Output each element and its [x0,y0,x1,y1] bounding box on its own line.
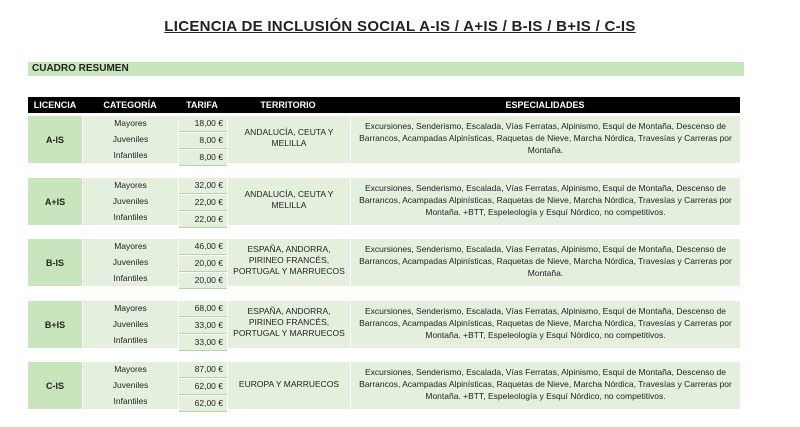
fee-cell: 32,00 € [179,178,227,194]
category-cell: Mayores [83,116,178,131]
category-cell: Juveniles [83,132,178,147]
fee-column [179,239,227,286]
specialties-cell: Excursiones, Senderismo, Escalada, Vías Ferratas, Alpinismo, Esquí de Montaña, Descenso de Barrancos, Acampadas Alpinísticas, Raquetas de Nieve, Marcha Nórdica, Travesías y Carreras por Montaña. [351,239,740,286]
fee-cell: 68,00 € [179,301,227,317]
fee-cell: 8,00 € [179,150,227,166]
license-code: A+IS [28,178,82,225]
specialties-cell: Excursiones, Senderismo, Escalada, Vías Ferratas, Alpinismo, Esquí de Montaña, Descenso de Barrancos, Acampadas Alpinísticas, Raquetas de Nieve, Marcha Nórdica, Travesías y Carreras por Montaña. +BTT, Espeleología y Esquí Nórdico, no competitivos. [351,362,740,409]
territory-cell [228,116,350,163]
specialties-cell: Excursiones, Senderismo, Escalada, Vías Ferratas, Alpinismo, Esquí de Montaña, Descenso de Barrancos, Acampadas Alpinísticas, Raquetas de Nieve, Marcha Nórdica, Travesías y Carreras por Montaña. +BTT, Espeleología y Esquí Nórdico, no competitivos. [351,301,740,348]
fee-cell: 33,00 € [179,335,227,351]
header-especialidades: ESPECIALIDADES [505,100,585,110]
fee-cell: 46,00 € [179,239,227,255]
fee-column [179,362,227,409]
category-cell: Mayores [83,362,178,377]
territory-line: EUROPA Y MARRUECOS [238,379,340,389]
category-cell: Infantiles [83,333,178,348]
specialties-cell: Excursiones, Senderismo, Escalada, Vías Ferratas, Alpinismo, Esquí de Montaña, Descenso de Barrancos, Acampadas Alpinísticas, Raquetas de Nieve, Marcha Nórdica, Travesías y Carreras por Montaña. [351,116,740,163]
fee-cell: 62,00 € [179,379,227,395]
territory-line: ANDALUCÍA, CEUTA Y [244,127,334,137]
category-cell: Infantiles [83,271,178,286]
territory-line: ESPAÑA, ANDORRA, [247,306,331,316]
category-cell: Juveniles [83,317,178,332]
category-column [83,362,178,409]
license-block [28,239,740,286]
category-column [83,239,178,286]
fee-cell: 20,00 € [179,273,227,289]
table-header [28,97,740,113]
territory-cell [228,301,350,348]
fee-cell: 33,00 € [179,318,227,334]
license-block [28,362,740,409]
specialties-cell: Excursiones, Senderismo, Escalada, Vías Ferratas, Alpinismo, Esquí de Montaña, Descenso de Barrancos, Acampadas Alpinísticas, Raquetas de Nieve, Marcha Nórdica, Travesías y Carreras por Montaña. +BTT, Espeleología y Esquí Nórdico, no competitivos. [351,178,740,225]
category-cell: Juveniles [83,255,178,270]
territory-line: PIRINEO FRANCÉS, [248,317,330,327]
fee-cell: 87,00 € [179,362,227,378]
header-categoria: CATEGORÍA [103,100,157,110]
license-code: B-IS [28,239,82,286]
category-cell: Infantiles [83,210,178,225]
category-column [83,116,178,163]
territory-line: PORTUGAL Y MARRUECOS [233,328,345,338]
page-title: LICENCIA DE INCLUSIÓN SOCIAL A-IS / A+IS / B-IS / B+IS / C-IS [164,18,636,35]
category-cell: Juveniles [83,378,178,393]
territory-cell [228,239,350,286]
category-cell: Infantiles [83,394,178,409]
fee-cell: 62,00 € [179,396,227,412]
fee-cell: 18,00 € [179,116,227,132]
fee-cell: 20,00 € [179,256,227,272]
category-column [83,178,178,225]
territory-line: MELILLA [271,200,307,210]
territory-line: MELILLA [271,138,307,148]
license-code: C-IS [28,362,82,409]
license-block [28,116,740,163]
category-cell: Mayores [83,301,178,316]
license-code: B+IS [28,301,82,348]
header-territorio: TERRITORIO [260,100,316,110]
category-cell: Mayores [83,239,178,254]
territory-cell [228,178,350,225]
fee-cell: 22,00 € [179,212,227,228]
category-column [83,301,178,348]
license-block [28,301,740,348]
territory-line: PORTUGAL Y MARRUECOS [233,266,345,276]
header-licencia: LICENCIA [33,100,77,110]
summary-label: CUADRO RESUMEN [28,62,744,76]
category-cell: Infantiles [83,148,178,163]
fee-column [179,178,227,225]
territory-line: PIRINEO FRANCÉS, [248,255,330,265]
territory-cell [228,362,350,409]
license-code: A-IS [28,116,82,163]
fee-cell: 22,00 € [179,195,227,211]
territory-line: ANDALUCÍA, CEUTA Y [244,189,334,199]
fee-column [179,116,227,163]
territory-line: ESPAÑA, ANDORRA, [247,244,331,254]
fee-cell: 8,00 € [179,133,227,149]
fee-column [179,301,227,348]
category-cell: Juveniles [83,194,178,209]
license-block [28,178,740,225]
category-cell: Mayores [83,178,178,193]
header-tarifa: TARIFA [186,100,218,110]
